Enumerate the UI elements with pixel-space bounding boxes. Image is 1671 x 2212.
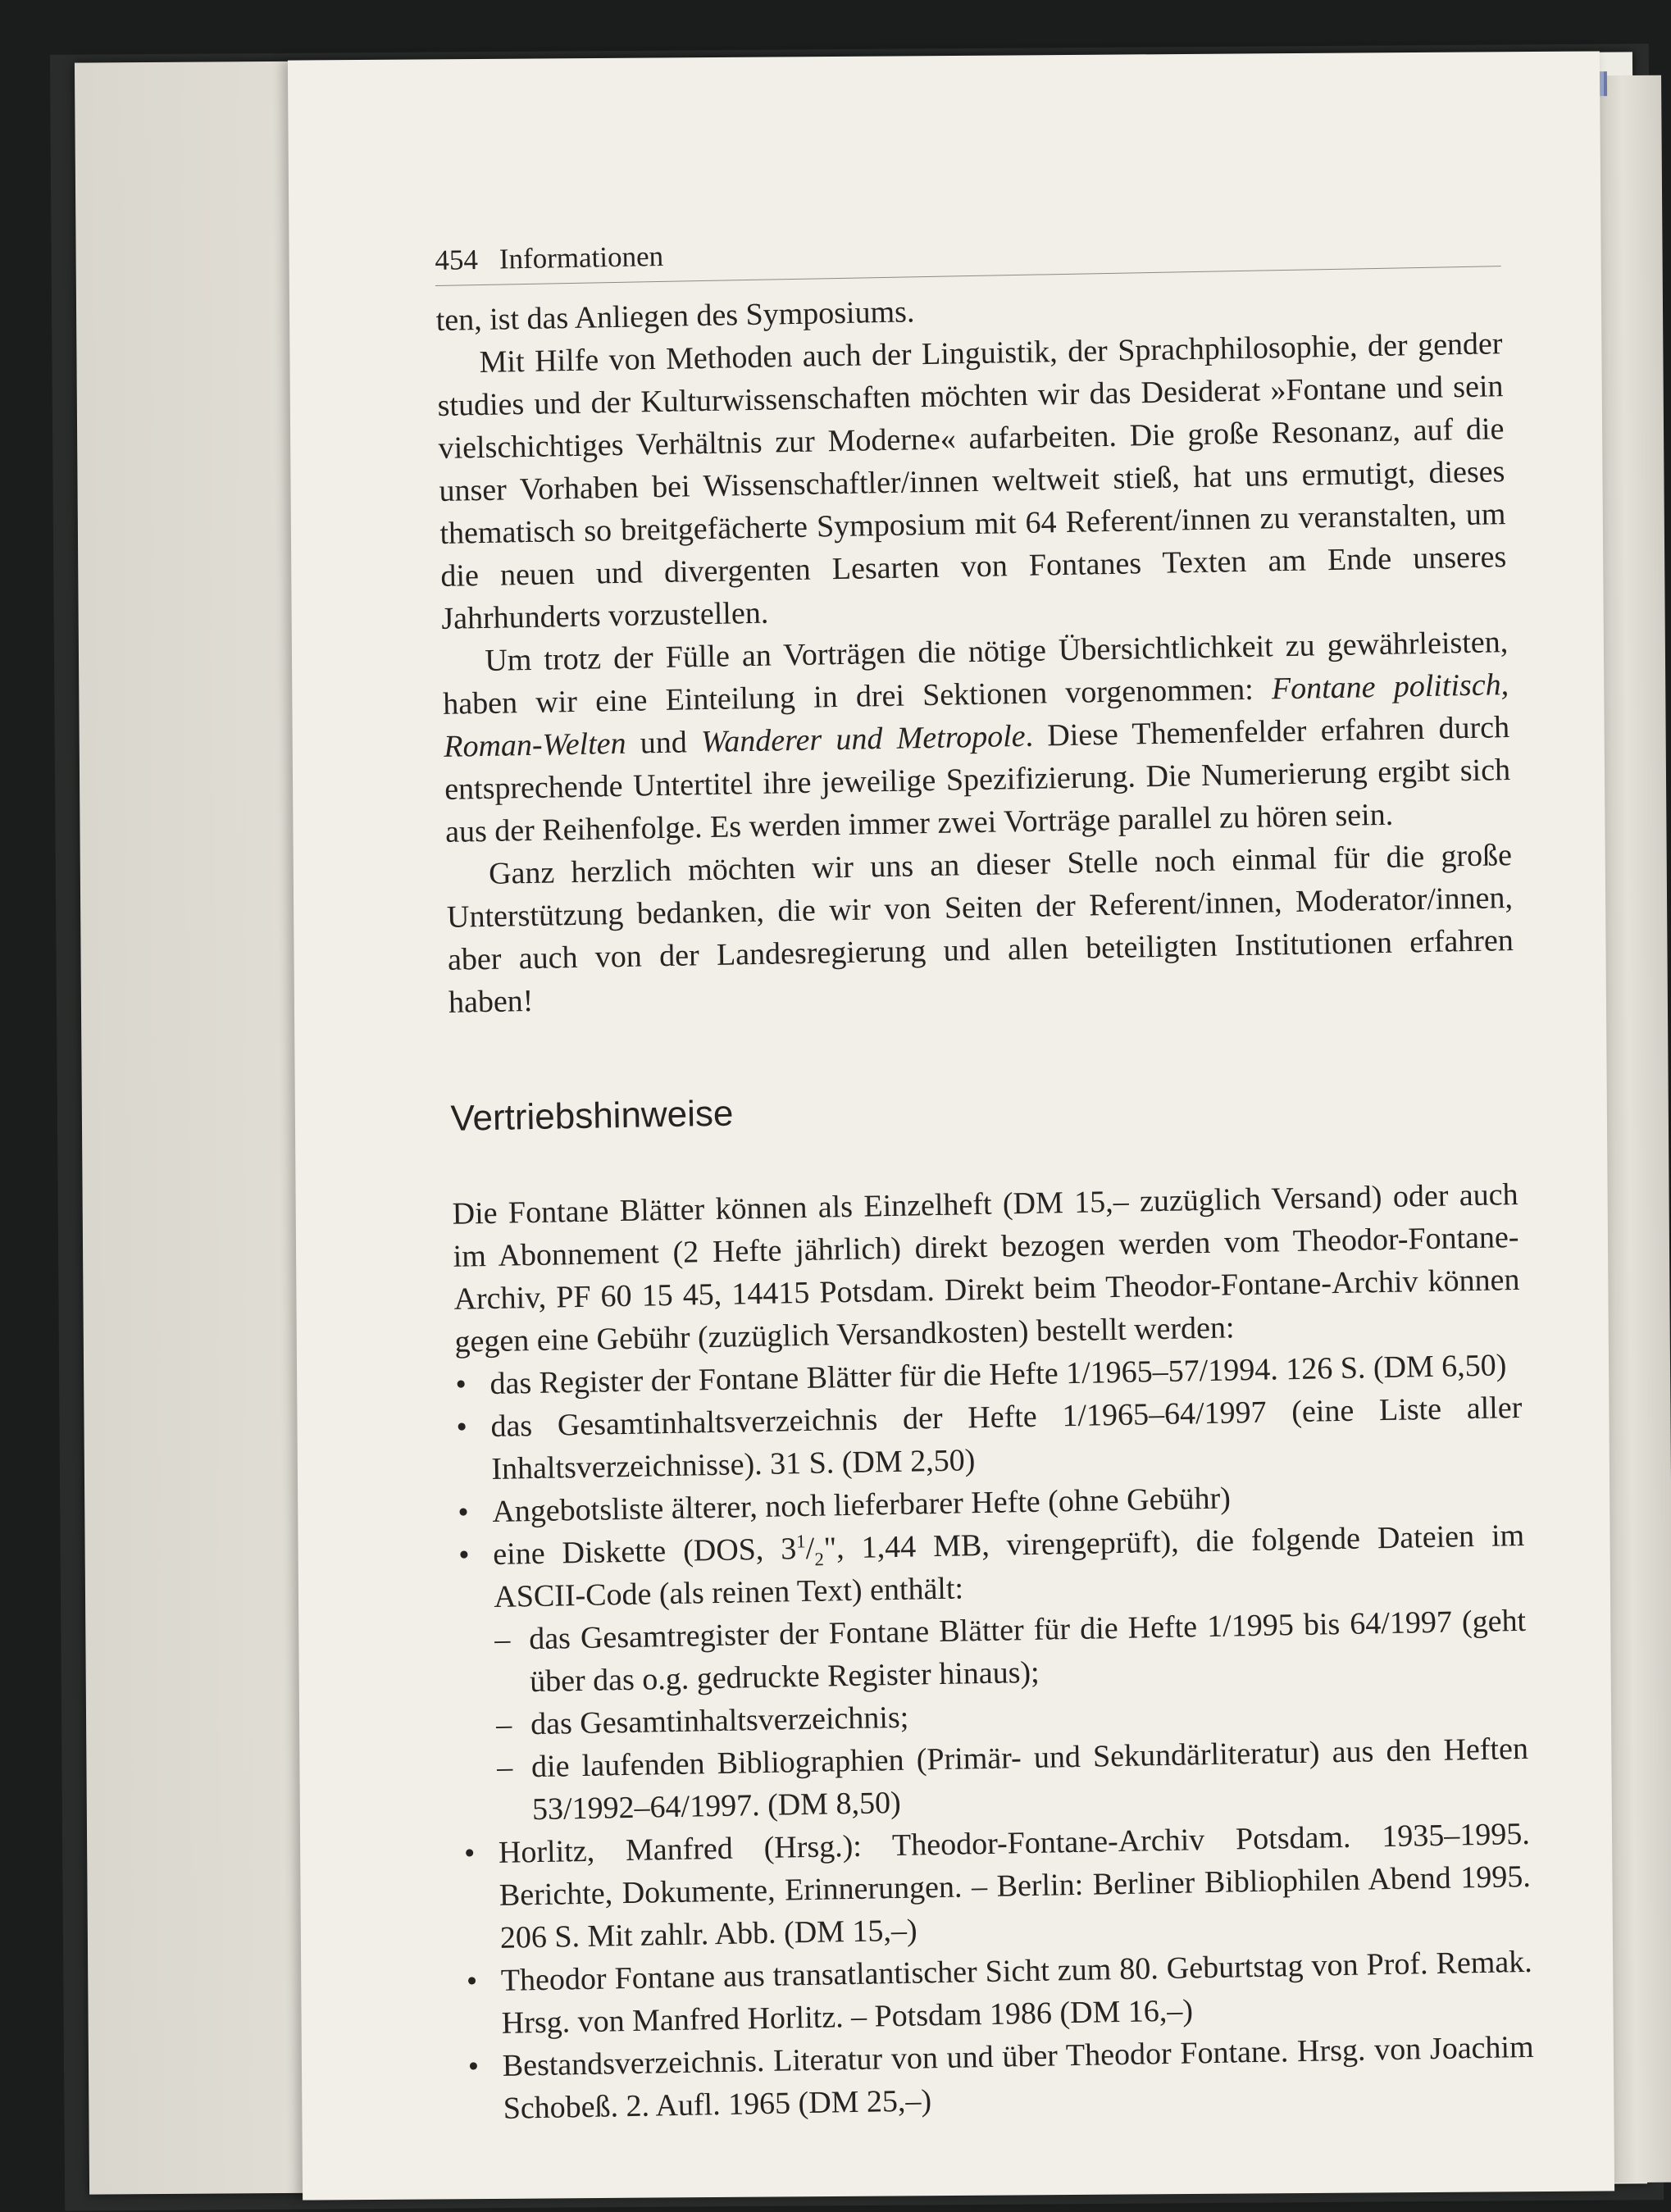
list-item: • Theodor Fontane aus transatlantischer Sicht zum 80. Geburtstag von Prof. Remak. Hrsg. von Manfred Horlitz. – Potsdam 1986 (DM 16,–) <box>466 1941 1533 2046</box>
fraction-numerator: 1 <box>795 1531 806 1552</box>
fraction-slash: / <box>805 1531 815 1566</box>
paragraph: ten, ist das Anliegen des Symposiums. <box>435 294 915 338</box>
list-item <box>458 1514 1529 1832</box>
list-item: • das Gesamtinhaltsverzeichnis der Hefte 1/1965–64/1997 (eine Liste aller Inhaltsverzeichnisse). 31 S. (DM 2,50) <box>456 1386 1523 1491</box>
paragraph-text: . Diese Themenfelder erfahren durch entsprechende Untertitel ihre jeweilige Spezifizierung. Die Numerierung ergibt sich aus der Reihenfolge. Es werden immer zwei Vorträge parallel zu hören sein. <box>444 710 1511 849</box>
paragraph: Die Fontane Blätter können als Einzelheft (DM 15,– zuzüglich Versand) oder auch im Abonnement (2 Hefte jährlich) direkt bezogen werden vom Theodor-Fontane-Archiv, PF 60 15 45, 14415 Potsdam. Direkt beim Theodor-Fontane-Archiv können gegen eine Gebühr (zuzüglich Versandkosten) bestellt werden: <box>452 1177 1520 1359</box>
list-item: • das Register der Fontane Blätter für die Hefte 1/1965–57/1994. 126 S. (DM 6,50) <box>455 1344 1522 1406</box>
list-item-text: eine Diskette (DOS, 3 <box>492 1532 797 1572</box>
list-item: • Bestandsverzeichnis. Literatur von und über Theodor Fontane. Hrsg. von Joachim Schobeß. 2. Aufl. 1965 (DM 25,–) <box>467 2026 1535 2131</box>
sub-list-item: – das Gesamtregister der Fontane Blätter für die Hefte 1/1995 bis 64/1997 (geht über das o.g. gedruckte Register hinaus); <box>494 1600 1528 1704</box>
paragraph-text: Um trotz der Fülle an Vorträgen die nötige Übersichtlichkeit zu gewährleisten, haben wir eine Einteilung in drei Sektionen vorgenommen: <box>442 625 1509 721</box>
page-content <box>435 223 1535 2130</box>
section-name: Wanderer und Metropole <box>700 718 1026 760</box>
page-number: 454 <box>435 244 479 276</box>
sub-list-item: – die laufenden Bibliographien (Primär- und Sekundärliteratur) aus den Heften 53/1992–64/1997. (DM 8,50) <box>497 1727 1530 1832</box>
fraction-denominator: 2 <box>814 1549 825 1570</box>
running-head-title: Informationen <box>499 239 664 275</box>
section-name: Fontane politisch, Roman-Welten <box>443 667 1509 764</box>
paragraph <box>442 621 1512 853</box>
paragraph-text: und <box>626 725 702 761</box>
list-item: • Angebotsliste älterer, noch lieferbarer Hefte (ohne Gebühr) <box>458 1472 1524 1534</box>
list-item: • Horlitz, Manfred (Hrsg.): Theodor-Fontane-Archiv Potsdam. 1935–1995. Berichte, Dokumente, Erinnerungen. – Berlin: Berliner Bibliophilen Abend 1995. 206 S. Mit zahlr. Abb. (DM 15,–) <box>464 1813 1532 1960</box>
sub-list <box>494 1600 1530 1832</box>
list-item-text: ", 1,44 MB, virengeprüft), die folgende Dateien im ASCII-Code (als reinen Text) enthält: <box>493 1518 1525 1614</box>
sub-list-item: – das Gesamtinhaltsverzeichnis; <box>496 1685 1528 1746</box>
paragraph: Ganz herzlich möchten wir uns an dieser Stelle noch einmal für die große Unterstützung bedanken, die wir von Seiten der Referent/innen, Moderator/innen, aber auch von der Landesregierung und allen beteiligten Institutionen erfahren haben! <box>446 838 1514 1020</box>
paragraph: Mit Hilfe von Methoden auch der Linguistik, der Sprachphilosophie, der gender studies und der Kulturwissenschaften möchten wir das Desiderat »Fontane und sein vielschichtiges Verhältnis zur Moderne« aufarbeiten. Die große Resonanz, auf die unser Vorhaben bei Wissenschaftler/innen weltweit stieß, hat uns ermutigt, dieses thematisch so breitgefächerte Symposium mit 64 Referent/innen zu veranstalten, um die neuen und divergenten Lesarten von Fontanes Texten am Ende unseres Jahrhunderts vorzustellen. <box>437 326 1507 636</box>
order-list <box>455 1344 1535 2131</box>
section-heading: Vertriebshinweise <box>450 1093 734 1139</box>
